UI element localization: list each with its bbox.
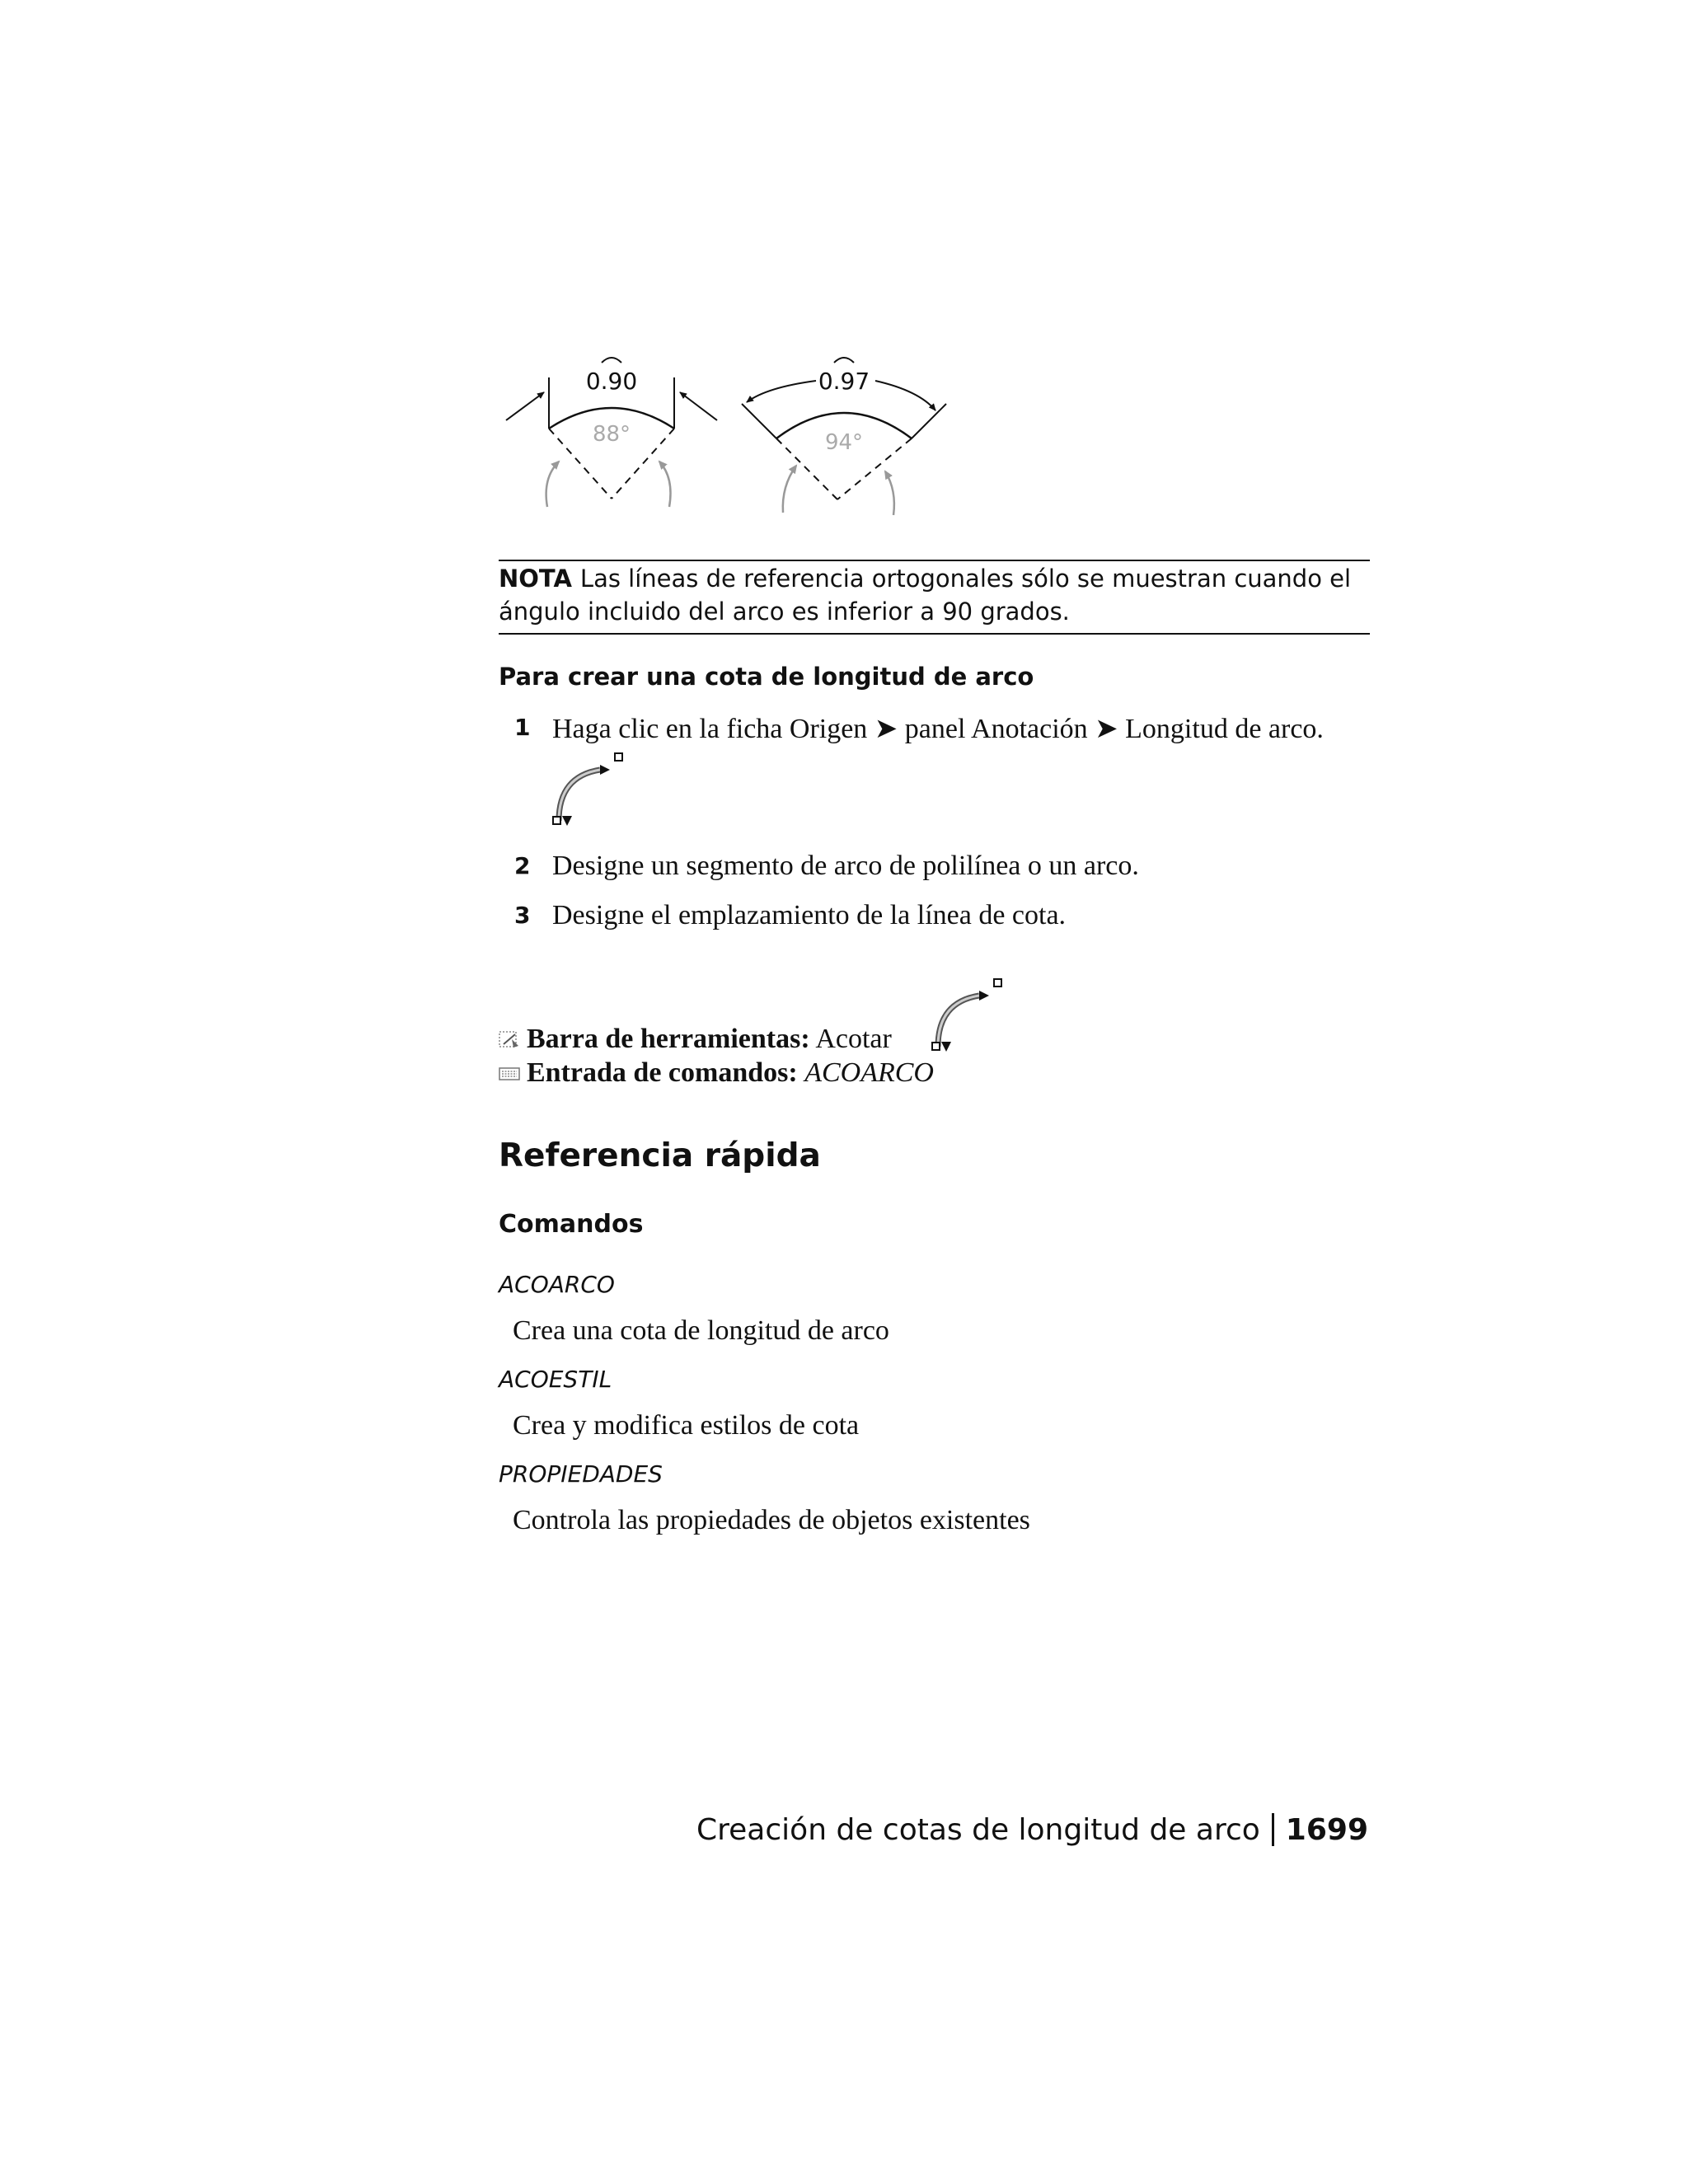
note-block [499,562,1372,628]
command-desc-3: Controla las propiedades de objetos existentes [513,1505,1030,1535]
arc-length-icon[interactable] [551,752,625,827]
angle-label-right: 94° [824,430,864,455]
toolbar-label: Barra de herramientas: [527,1024,810,1054]
command-label: Entrada de comandos: [527,1057,798,1088]
note-top-rule [499,560,1370,561]
arc-dimension-figure [495,338,964,523]
command-name-3: PROPIEDADES [499,1460,663,1488]
step-2 [514,852,530,879]
dimension-left [506,358,717,507]
length-label-right: 0.97 [818,368,870,395]
procedure-heading: Para crear una cota de longitud de arco [499,663,1034,691]
dimension-right [742,358,946,515]
step-number: 1 [514,714,531,741]
command-access [499,1057,934,1089]
command-name-1: ACOARCO [499,1271,615,1298]
toolbar-access [499,1024,892,1055]
step-2-text: Designe un segmento de arco de polilínea o un arco. [552,851,1139,881]
footer-title: Creación de cotas de longitud de arco [696,1813,1260,1847]
step-1-text: Haga clic en la ficha Origen ➤ panel Anotación ➤ Longitud de arco. [552,714,1324,744]
note-label: NOTA [499,565,572,593]
step-3 [514,902,530,929]
page-number: 1699 [1285,1813,1368,1847]
step-1 [514,714,530,741]
footer-separator [1272,1813,1274,1846]
command-desc-2: Crea y modifica estilos de cota [513,1410,860,1441]
keyboard-icon [499,1059,520,1077]
note-text: Las líneas de referencia ortogonales sólo se muestran cuando el ángulo incluido del arco es inferior a 90 grados. [499,565,1352,626]
arc-length-toolbar-icon[interactable] [930,977,1004,1053]
toolbar-icon [499,1025,520,1043]
page-footer [696,1813,1368,1847]
angle-label-left: 88° [592,422,631,447]
toolbar-value: Acotar [815,1024,892,1054]
command-value: ACOARCO [804,1057,934,1088]
step-3-text: Designe el emplazamiento de la línea de cota. [552,900,1067,930]
quick-reference-title: Referencia rápida [499,1137,821,1174]
step-number: 3 [514,902,531,929]
step-number: 2 [514,852,531,879]
commands-subtitle: Comandos [499,1210,644,1239]
note-bottom-rule [499,633,1370,635]
length-label-left: 0.90 [585,368,638,395]
command-desc-1: Crea una cota de longitud de arco [513,1315,889,1346]
command-name-2: ACOESTIL [499,1366,612,1393]
